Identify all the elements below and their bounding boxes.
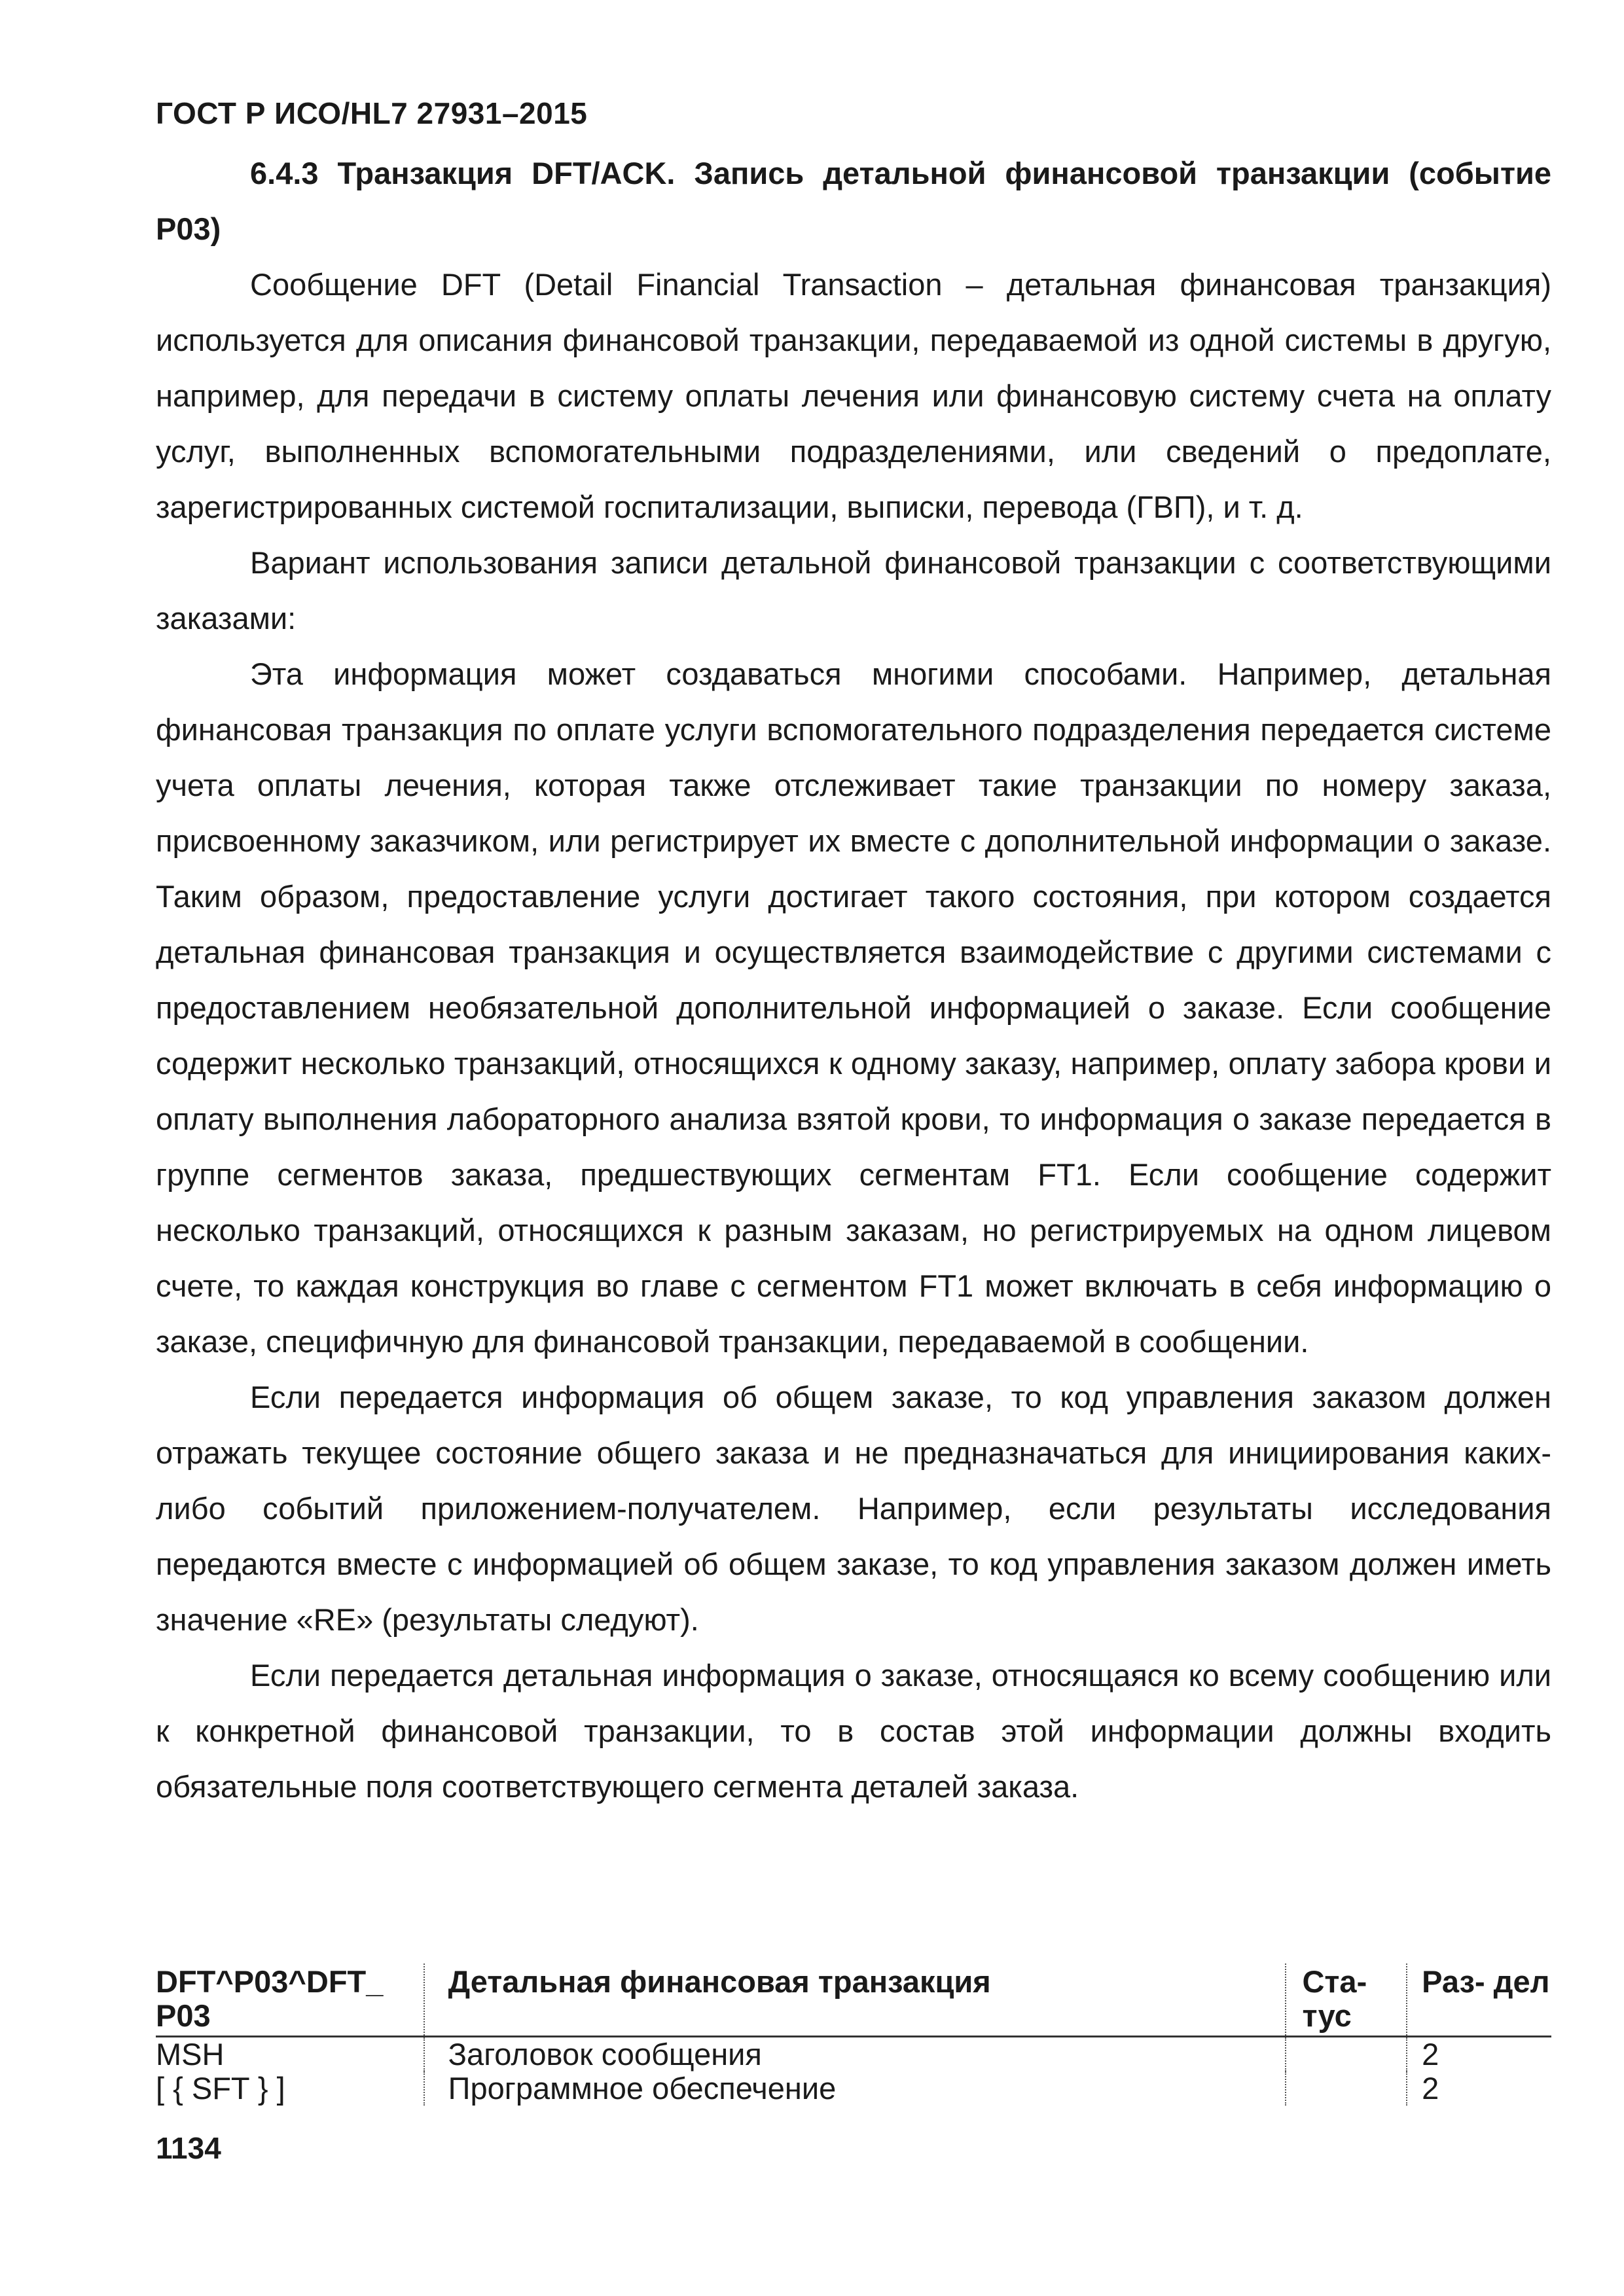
cell-description: Заголовок сообщения xyxy=(424,2037,1286,2072)
document-body xyxy=(156,145,1551,1814)
cell-section: 2 xyxy=(1407,2037,1551,2072)
table-row xyxy=(156,2037,1551,2072)
header-status: Ста- тус xyxy=(1286,1964,1407,2037)
header-description: Детальная финансовая транзакция xyxy=(424,1964,1286,2037)
section-title: 6.4.3 Транзакция DFT/ACK. Запись детальной финансовой транзакции (событие P03) xyxy=(156,156,1551,246)
cell-section: 2 xyxy=(1407,2072,1551,2106)
cell-description: Программное обеспечение xyxy=(424,2072,1286,2106)
paragraph-order-info: Эта информация может создаваться многими способами. Например, детальная финансовая транзакция по оплате услуги вспомогательного подразделения передается системе учета оплаты лечения, которая также отслеживает такие транзакции по номеру заказа, присвоенному заказчиком, или регистрирует их вместе с дополнительной информации о заказе. Таким образом, предоставление услуги достигает такого состояния, при котором создается детальная финансовая транзакция и осуществляется взаимодействие с другими системами с предоставлением необязательной дополнительной информацией о заказе. Если сообщение содержит несколько транзакций, относящихся к одному заказу, например, оплату забора крови и оплату выполнения лабораторного анализа взятой крови, то информация о заказе передается в группе сегментов заказа, предшествующих сегментам FT1. Если сообщение содержит несколько транзакций, относящихся к разным заказам, но регистрируемых на одном лицевом счете, то каждая конструкция во главе с сегментом FT1 может включать в себя информацию о заказе, специфичную для финансовой транзакции, передаваемой в сообщении. xyxy=(156,656,1551,1359)
table-header-row xyxy=(156,1964,1551,2037)
header-section: Раз- дел xyxy=(1407,1964,1551,2037)
paragraph-general-order: Если передается информация об общем заказе, то код управления заказом должен отражать текущее состояние общего заказа и не предназначаться для инициирования каких-либо событий приложением-получателем. Например, если результаты исследования передаются вместе с информацией об общем заказе, то код управления заказом должен иметь значение «RE» (результаты следуют). xyxy=(156,1380,1551,1637)
table-row xyxy=(156,2072,1551,2106)
standard-header: ГОСТ Р ИСО/HL7 27931–2015 xyxy=(156,96,588,130)
paragraph-dft-intro: Сообщение DFT (Detail Financial Transaction – детальная финансовая транзакция) используется для описания финансовой транзакции, передаваемой из одной системы в другую, например, для передачи в систему оплаты лечения или финансовую систему счета на оплату услуг, выполненных вспомогательными подразделениями, или сведений о предоплате, зарегистрированных системой госпитализации, выписки, перевода (ГВП), и т. д. xyxy=(156,267,1551,524)
cell-status xyxy=(1286,2072,1407,2106)
cell-status xyxy=(1286,2037,1407,2072)
cell-segment: [ { SFT } ] xyxy=(156,2071,285,2106)
page-number: 1134 xyxy=(156,2131,221,2165)
message-structure-table xyxy=(156,1964,1551,2106)
header-segment: DFT^P03^DFT_ P03 xyxy=(156,1964,424,2037)
paragraph-use-case: Вариант использования записи детальной финансовой транзакции с соответствующими заказами: xyxy=(156,545,1551,636)
cell-segment: MSH xyxy=(156,2037,225,2072)
paragraph-detailed-order: Если передается детальная информация о заказе, относящаяся ко всему сообщению или к конкретной финансовой транзакции, то в состав этой информации должны входить обязательные поля соответствующего сегмента деталей заказа. xyxy=(156,1658,1551,1804)
